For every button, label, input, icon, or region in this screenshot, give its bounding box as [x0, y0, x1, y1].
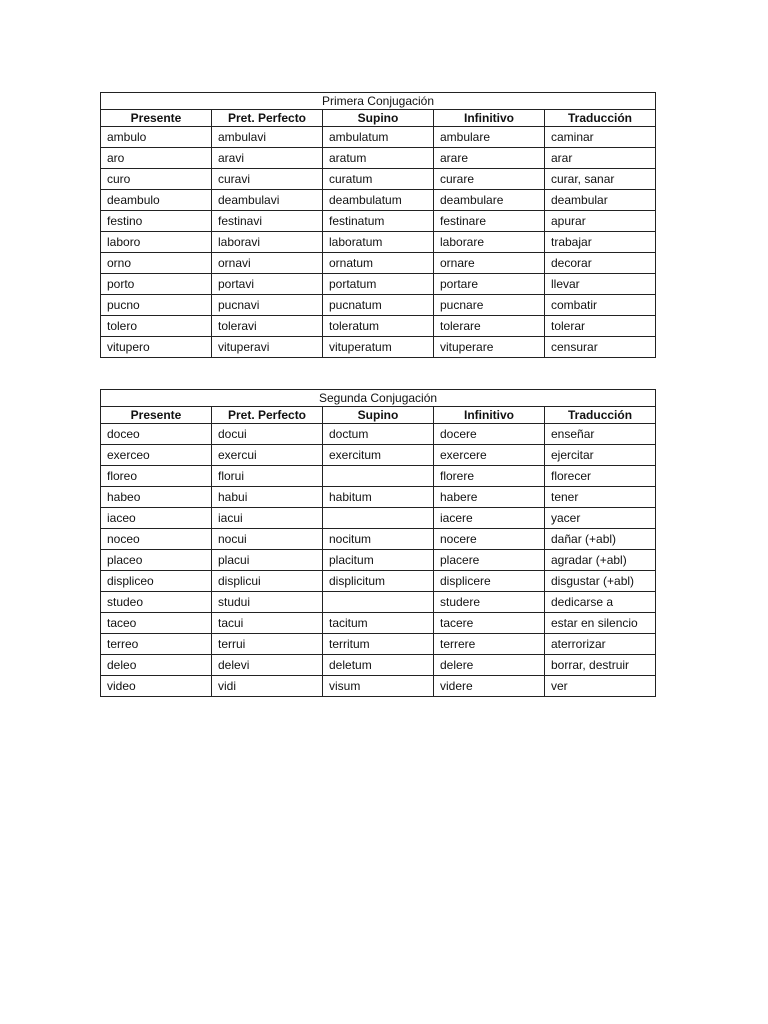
segunda-conjugacion-table: [100, 389, 656, 697]
table-cell: exerceo: [101, 445, 212, 466]
table-cell: festinavi: [212, 211, 323, 232]
table-cell: decorar: [545, 253, 656, 274]
table-cell: deambulare: [434, 190, 545, 211]
table-cell: ver: [545, 676, 656, 697]
column-header: Presente: [101, 110, 212, 127]
table-row: [101, 127, 656, 148]
table-cell: aro: [101, 148, 212, 169]
table-cell: porto: [101, 274, 212, 295]
table-cell: noceo: [101, 529, 212, 550]
table-cell: ambulare: [434, 127, 545, 148]
table-cell: pucnatum: [323, 295, 434, 316]
table-cell: displiceo: [101, 571, 212, 592]
table-cell: vituperare: [434, 337, 545, 358]
table-cell: tacere: [434, 613, 545, 634]
primera-conjugacion-table: [100, 92, 656, 358]
table-cell: orno: [101, 253, 212, 274]
table-cell: doctum: [323, 424, 434, 445]
table-cell: terrui: [212, 634, 323, 655]
table-cell: placui: [212, 550, 323, 571]
column-header: Pret. Perfecto: [212, 407, 323, 424]
table-cell: exercitum: [323, 445, 434, 466]
table-cell: tacitum: [323, 613, 434, 634]
table-title-row: [101, 390, 656, 407]
table-cell: portavi: [212, 274, 323, 295]
column-header: Infinitivo: [434, 407, 545, 424]
table-cell: placeo: [101, 550, 212, 571]
table-cell: taceo: [101, 613, 212, 634]
table-cell: deleo: [101, 655, 212, 676]
table-cell: festino: [101, 211, 212, 232]
table-cell: trabajar: [545, 232, 656, 253]
column-header: Traducción: [545, 407, 656, 424]
table-cell: video: [101, 676, 212, 697]
table-cell: deambulatum: [323, 190, 434, 211]
table-cell: toleratum: [323, 316, 434, 337]
table-cell: [323, 508, 434, 529]
table-cell: agradar (+abl): [545, 550, 656, 571]
table-cell: terreo: [101, 634, 212, 655]
table-cell: tener: [545, 487, 656, 508]
table-cell: aratum: [323, 148, 434, 169]
table-cell: nocere: [434, 529, 545, 550]
table-cell: tolero: [101, 316, 212, 337]
table-cell: doceo: [101, 424, 212, 445]
table-cell: videre: [434, 676, 545, 697]
table-cell: deletum: [323, 655, 434, 676]
table-row: [101, 211, 656, 232]
table-cell: docui: [212, 424, 323, 445]
table-cell: ornavi: [212, 253, 323, 274]
table-cell: enseñar: [545, 424, 656, 445]
table-row: [101, 190, 656, 211]
table-cell: laboravi: [212, 232, 323, 253]
table-row: [101, 571, 656, 592]
table-cell: curare: [434, 169, 545, 190]
table-cell: visum: [323, 676, 434, 697]
table-title-row: [101, 93, 656, 110]
table-row: [101, 487, 656, 508]
column-header: Pret. Perfecto: [212, 110, 323, 127]
table-cell: llevar: [545, 274, 656, 295]
table-cell: combatir: [545, 295, 656, 316]
table-header-row: [101, 407, 656, 424]
table-row: [101, 676, 656, 697]
table-cell: censurar: [545, 337, 656, 358]
table-row: [101, 148, 656, 169]
table-cell: arar: [545, 148, 656, 169]
table-cell: nocitum: [323, 529, 434, 550]
table-row: [101, 655, 656, 676]
table-row: [101, 232, 656, 253]
table-row: [101, 592, 656, 613]
table-cell: habitum: [323, 487, 434, 508]
table-row: [101, 508, 656, 529]
table-cell: portatum: [323, 274, 434, 295]
table-cell: displicui: [212, 571, 323, 592]
table-cell: terrere: [434, 634, 545, 655]
table-cell: vituperavi: [212, 337, 323, 358]
table-cell: curatum: [323, 169, 434, 190]
table-cell: iaceo: [101, 508, 212, 529]
table-cell: portare: [434, 274, 545, 295]
column-header: Presente: [101, 407, 212, 424]
table-cell: deambulo: [101, 190, 212, 211]
table-title: Primera Conjugación: [101, 93, 656, 110]
table-header-row: [101, 110, 656, 127]
table-cell: habeo: [101, 487, 212, 508]
table-cell: iacere: [434, 508, 545, 529]
table-cell: florere: [434, 466, 545, 487]
table-cell: floreo: [101, 466, 212, 487]
table-cell: florui: [212, 466, 323, 487]
table-cell: vidi: [212, 676, 323, 697]
table-cell: habui: [212, 487, 323, 508]
table-cell: [323, 466, 434, 487]
table-cell: tacui: [212, 613, 323, 634]
table-cell: exercere: [434, 445, 545, 466]
table-row: [101, 295, 656, 316]
table-cell: placitum: [323, 550, 434, 571]
table-row: [101, 316, 656, 337]
table-cell: laborare: [434, 232, 545, 253]
table-cell: displicitum: [323, 571, 434, 592]
table-cell: ambulo: [101, 127, 212, 148]
table-cell: curar, sanar: [545, 169, 656, 190]
table-cell: nocui: [212, 529, 323, 550]
table-cell: vitupero: [101, 337, 212, 358]
table-cell: estar en silencio: [545, 613, 656, 634]
table-cell: deambulavi: [212, 190, 323, 211]
table-cell: pucno: [101, 295, 212, 316]
table-cell: ornare: [434, 253, 545, 274]
table-row: [101, 169, 656, 190]
table-cell: delere: [434, 655, 545, 676]
table-cell: toleravi: [212, 316, 323, 337]
table-cell: habere: [434, 487, 545, 508]
column-header: Supino: [323, 407, 434, 424]
table-cell: studere: [434, 592, 545, 613]
table-cell: placere: [434, 550, 545, 571]
table-cell: delevi: [212, 655, 323, 676]
table-cell: pucnavi: [212, 295, 323, 316]
table-row: [101, 274, 656, 295]
table-cell: apurar: [545, 211, 656, 232]
table-cell: studui: [212, 592, 323, 613]
table-cell: [323, 592, 434, 613]
table-cell: tolerar: [545, 316, 656, 337]
table-cell: festinatum: [323, 211, 434, 232]
table-cell: ambulatum: [323, 127, 434, 148]
table-cell: florecer: [545, 466, 656, 487]
table-row: [101, 613, 656, 634]
table-cell: curavi: [212, 169, 323, 190]
table-cell: ejercitar: [545, 445, 656, 466]
table-row: [101, 550, 656, 571]
table-cell: deambular: [545, 190, 656, 211]
table-cell: ornatum: [323, 253, 434, 274]
table-cell: aterrorizar: [545, 634, 656, 655]
table-title: Segunda Conjugación: [101, 390, 656, 407]
table-cell: arare: [434, 148, 545, 169]
table-cell: curo: [101, 169, 212, 190]
table-cell: displicere: [434, 571, 545, 592]
table-cell: aravi: [212, 148, 323, 169]
table-cell: dañar (+abl): [545, 529, 656, 550]
table-cell: docere: [434, 424, 545, 445]
table-cell: dedicarse a: [545, 592, 656, 613]
table-cell: disgustar (+abl): [545, 571, 656, 592]
table-row: [101, 466, 656, 487]
table-cell: ambulavi: [212, 127, 323, 148]
table-cell: borrar, destruir: [545, 655, 656, 676]
column-header: Traducción: [545, 110, 656, 127]
table-cell: iacui: [212, 508, 323, 529]
table-cell: yacer: [545, 508, 656, 529]
table-row: [101, 529, 656, 550]
column-header: Supino: [323, 110, 434, 127]
table-row: [101, 253, 656, 274]
table-cell: caminar: [545, 127, 656, 148]
table-cell: vituperatum: [323, 337, 434, 358]
table-row: [101, 337, 656, 358]
table-cell: tolerare: [434, 316, 545, 337]
table-cell: festinare: [434, 211, 545, 232]
table-cell: pucnare: [434, 295, 545, 316]
table-cell: laboro: [101, 232, 212, 253]
table-row: [101, 634, 656, 655]
table-cell: studeo: [101, 592, 212, 613]
table-row: [101, 424, 656, 445]
table-row: [101, 445, 656, 466]
column-header: Infinitivo: [434, 110, 545, 127]
table-cell: exercui: [212, 445, 323, 466]
table-cell: territum: [323, 634, 434, 655]
table-cell: laboratum: [323, 232, 434, 253]
